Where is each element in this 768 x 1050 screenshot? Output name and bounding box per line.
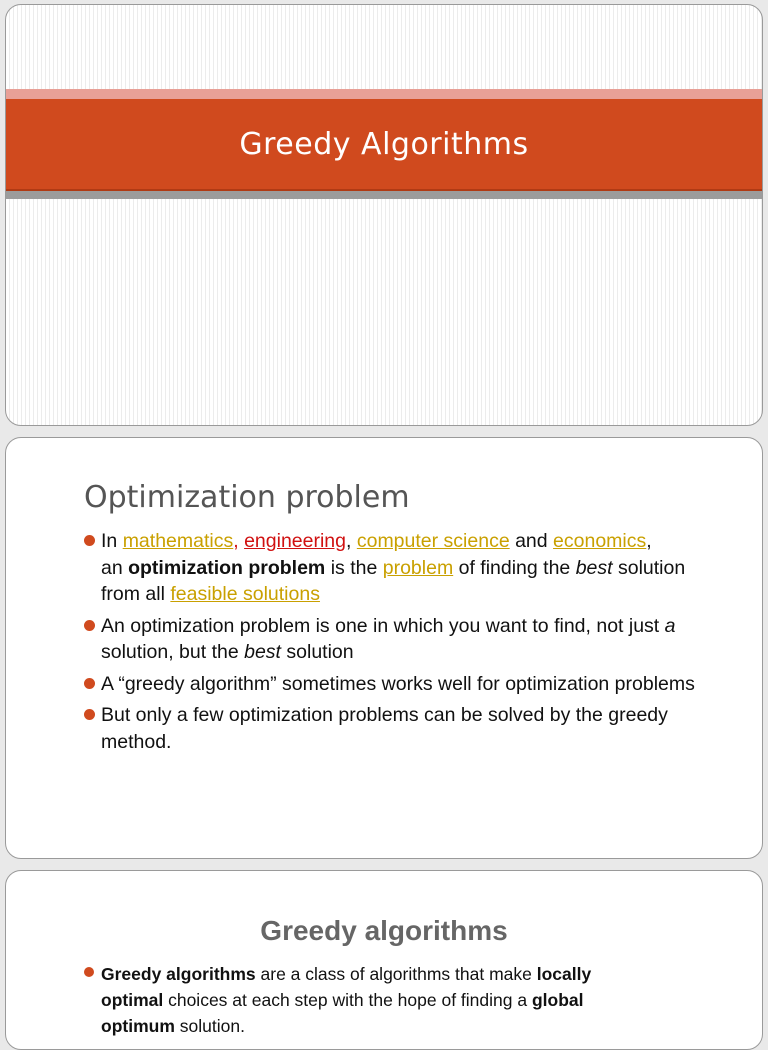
bullet-text: and bbox=[509, 530, 554, 552]
bold-term: optimization problem bbox=[128, 556, 326, 579]
title-bar-accent-bottom bbox=[6, 191, 762, 199]
mathematics-link[interactable]: mathematics bbox=[122, 530, 234, 552]
bold-term: Greedy algorithms bbox=[101, 964, 256, 984]
bullet-text: an bbox=[101, 556, 129, 579]
bullet-icon bbox=[84, 678, 95, 689]
comma-text: , bbox=[233, 530, 239, 552]
title-slide bbox=[5, 4, 763, 426]
bullet-text: solution bbox=[280, 641, 354, 663]
bullet-text: solution, but the bbox=[101, 641, 245, 663]
computer-science-link[interactable]: computer science bbox=[356, 530, 510, 552]
title-bar bbox=[6, 99, 762, 191]
bullet-item bbox=[84, 613, 724, 666]
italic-term: best bbox=[575, 556, 613, 579]
bullet-list bbox=[84, 961, 644, 1039]
problem-link[interactable]: problem bbox=[382, 556, 454, 579]
bullet-icon bbox=[84, 967, 94, 977]
italic-term: a bbox=[664, 614, 676, 637]
bullet-item bbox=[84, 671, 724, 698]
bullet-item bbox=[84, 528, 724, 608]
bullet-text: of finding the bbox=[453, 556, 576, 579]
bullet-icon bbox=[84, 620, 95, 631]
bullet-text: solution. bbox=[174, 1016, 245, 1036]
optimization-problem-slide bbox=[5, 437, 763, 859]
greedy-algorithms-slide bbox=[5, 870, 763, 1050]
bullet-list bbox=[84, 528, 724, 760]
bullet-text: solution from all bbox=[101, 556, 686, 605]
engineering-link[interactable]: engineering bbox=[244, 530, 346, 552]
bullet-item bbox=[84, 961, 644, 1039]
bullet-text: In bbox=[101, 530, 123, 552]
bullet-text: is the bbox=[325, 556, 383, 579]
bullet-icon bbox=[84, 709, 95, 720]
feasible-solutions-link[interactable]: feasible solutions bbox=[170, 583, 320, 605]
italic-term: best bbox=[244, 641, 281, 663]
bullet-text: are a class of algorithms that make bbox=[255, 964, 537, 984]
bullet-text: choices at each step with the hope of finding a bbox=[163, 990, 532, 1010]
bullet-item bbox=[84, 702, 724, 755]
bullet-text: A “greedy algorithm” sometimes works well for optimization problems bbox=[101, 672, 695, 695]
slide-heading: Greedy algorithms bbox=[260, 915, 508, 946]
economics-link[interactable]: economics bbox=[553, 530, 647, 552]
bullet-text: An optimization problem is one in which you want to find, not just bbox=[101, 614, 665, 637]
bold-term: global optimum bbox=[101, 990, 584, 1036]
bullet-text: , bbox=[646, 530, 652, 552]
slide-heading: Optimization problem bbox=[84, 480, 410, 515]
title-bar-accent-top bbox=[6, 89, 762, 99]
bullet-icon bbox=[84, 535, 95, 546]
bullet-text: , bbox=[346, 530, 357, 552]
bullet-text: But only a few optimization problems can be solved by the greedy method. bbox=[101, 704, 668, 753]
bold-term: locally optimal bbox=[101, 964, 592, 1010]
slide-title: Greedy Algorithms bbox=[239, 126, 529, 162]
